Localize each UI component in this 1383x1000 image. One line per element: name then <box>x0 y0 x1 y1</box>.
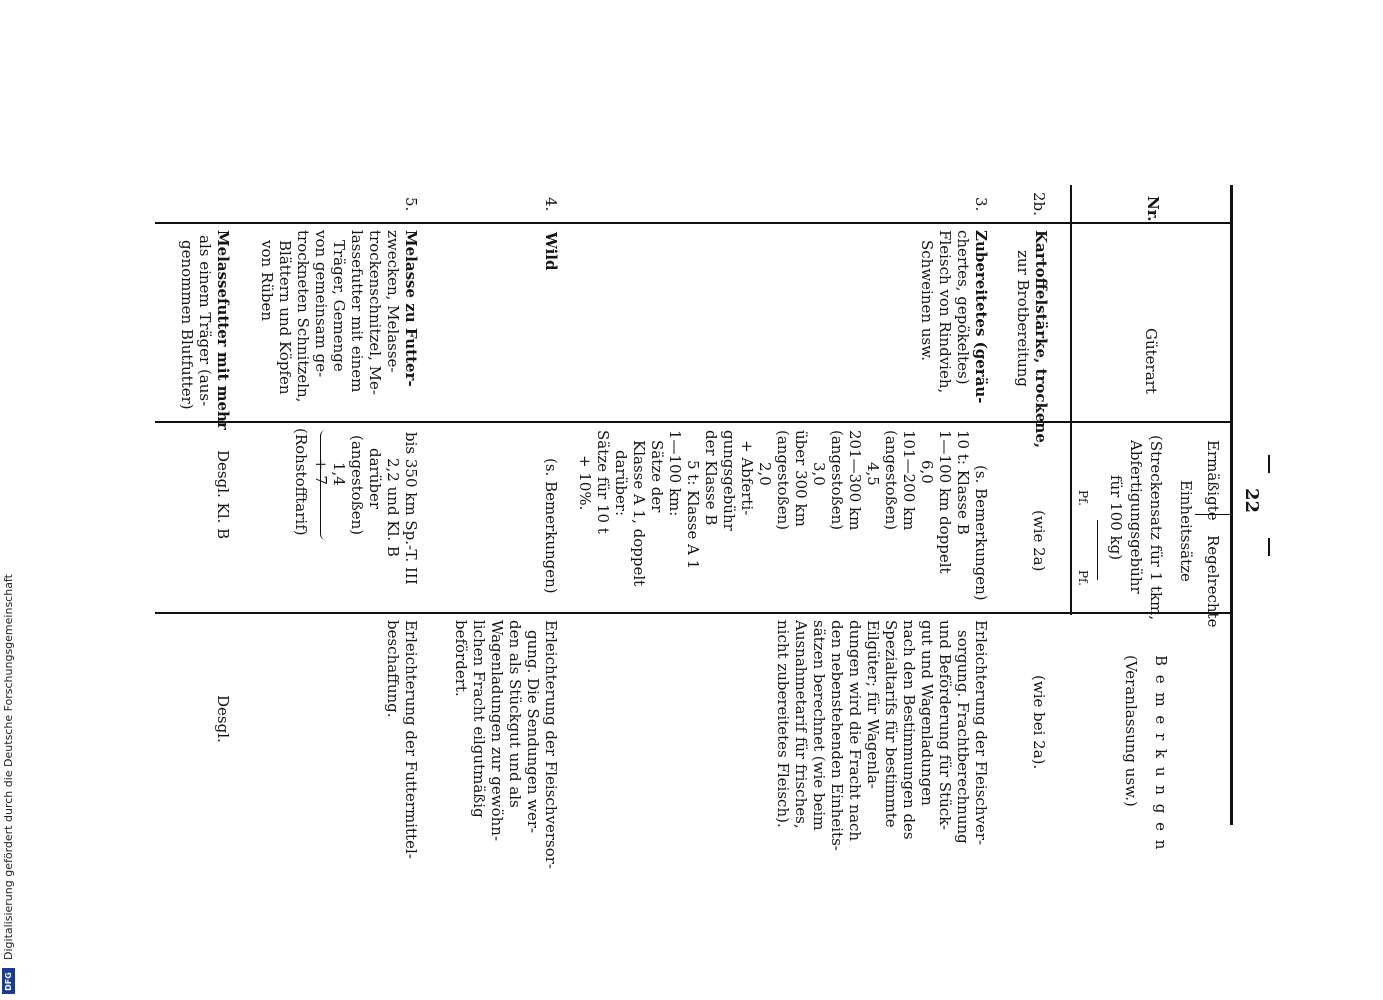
row-3-saetze-9: (angestoßen) <box>828 430 846 531</box>
row-3-saetze-12: (angestoßen) <box>774 430 792 531</box>
row-3-saetze-16: der Klasse B <box>702 430 720 526</box>
row-5-gueterart-5: Träger, Gemenge <box>330 240 348 372</box>
row-2b-nr: 2b. <box>1030 192 1048 216</box>
row-5-gueterart-4: lassefutter mit einem <box>348 230 366 393</box>
header-abfertigung: Abfertigungsgebühr <box>1127 440 1145 594</box>
row-5-saetze-7: (Rohstofftarif) <box>292 428 310 536</box>
row-3-bem-8: dungen wird die Fracht nach <box>846 620 864 842</box>
header-regelrechte: Regelrechte <box>1204 535 1222 628</box>
row-5b-bem: Desgl. <box>214 695 232 743</box>
row-3-saetze-7: 4,5 <box>864 462 882 486</box>
row-2b-bemerkungen: (wie bei 2a). <box>1030 675 1048 770</box>
row-3-saetze-1: (s. Bemerkungen) <box>972 465 990 601</box>
row-3-saetze-21: + 10%. <box>576 455 594 511</box>
row-3-bem-12: nicht zubereitetes Fleisch). <box>774 620 792 828</box>
row-4-nr: 4. <box>542 197 560 212</box>
row-3-bem-6: Spezialtarifs für bestimmte <box>882 620 900 828</box>
header-fuer100: für 100 kg) <box>1107 475 1125 561</box>
page-number-dash-top <box>1268 455 1270 473</box>
header-gueterart: Güterart <box>1142 328 1160 394</box>
row-3-saetze-6: (angestoßen) <box>882 430 900 531</box>
table-rule-gueterart-saetze <box>155 421 1232 423</box>
row-5-bem-1: Erleichterung der Futtermittel- <box>402 620 420 859</box>
row-5b-gueterart-2: als einem Träger (aus- <box>196 235 214 407</box>
row-4-bem-4: Wagenladungen zur gewöhn- <box>488 620 506 842</box>
dfg-logo-text: DFG <box>4 971 14 991</box>
row-2b-gueterart-1: Kartoffelstärke, trockene, <box>1032 230 1050 449</box>
row-3-saetze-14: + Abferti- <box>738 440 756 516</box>
row-5-saetze-6: + 7 <box>312 458 330 485</box>
row-3-bem-5: nach den Bestimmungen des <box>900 620 918 840</box>
row-3-gueterart-4: Schweinen usw. <box>918 240 936 362</box>
row-3-saetze-5: 101—200 km <box>900 430 918 531</box>
page-number: 22 <box>1241 488 1262 514</box>
table-rule-header <box>1070 185 1072 615</box>
row-5-gueterart-8: Blättern und Köpfen <box>276 240 294 395</box>
row-3-bem-2: sorgung. Frachtberechnung <box>954 630 972 844</box>
row-3-saetze-8: 201—300 km <box>846 430 864 531</box>
row-5-saetze-4: (angestoßen) <box>348 435 366 536</box>
row-5b-saetze: Desgl. Kl. B <box>214 450 232 540</box>
row-5-nr: 5. <box>402 197 420 212</box>
table-rule-nr-gueterart <box>155 222 1232 224</box>
row-3-gueterart-1: Zubereitetes (geräu- <box>972 230 990 404</box>
row-3-bem-10: sätzen berechnet (wie beim <box>810 620 828 831</box>
row-5-gueterart-6: von gemeinsam ge- <box>312 230 330 378</box>
row-3-bem-1: Erleichterung der Fleischver- <box>972 620 990 846</box>
header-sub-rule <box>1097 520 1098 580</box>
header-pf-2: Pf. <box>1076 570 1090 586</box>
row-4-bem-1: Erleichterung der Fleischversor- <box>542 620 560 869</box>
row-3-nr: 3. <box>972 197 990 212</box>
row-5b-gueterart-1: Melassefutter mit mehr <box>214 230 232 430</box>
row-5-brace <box>320 430 331 540</box>
row-3-saetze-20: Sätze für 10 t <box>594 430 612 534</box>
header-streckensatz: (Streckensatz für 1 tkm, <box>1147 435 1165 621</box>
row-3-saetze-18: Klasse A 1, doppelt <box>630 440 648 587</box>
row-2b-gueterart-2: zur Brotbereitung <box>1014 250 1032 388</box>
row-5-gueterart-1: Melasse zu Futter- <box>402 230 420 387</box>
row-3-saetze-2: 10 t: Klasse B <box>954 430 972 535</box>
header-veranlassung: (Veranlassung usw.) <box>1122 655 1140 807</box>
header-bemerkungen: B e m e r k u n g e n <box>1152 655 1170 852</box>
row-3-bem-11: Ausnahmetarif für frisches, <box>792 620 810 829</box>
row-3-saetze-4: 6,0 <box>918 460 936 484</box>
row-5-gueterart-2: zwecken, Melasse- <box>384 230 402 373</box>
row-5-gueterart-7: trockneten Schnitzeln, <box>294 230 312 403</box>
dfg-logo <box>2 968 15 994</box>
row-3-bem-3: und Beförderung für Stück- <box>936 620 954 831</box>
row-4-bem-2: gung. Die Sendungen wer- <box>524 630 542 834</box>
row-5-saetze-5: 1,4 <box>330 462 348 486</box>
row-4-bem-6: befördert. <box>452 620 470 697</box>
row-3-gueterart-2: chertes, gepökeltes) <box>954 230 972 385</box>
row-3-bem-4: gut und Wagenladungen <box>918 620 936 806</box>
row-4-gueterart: Wild <box>542 232 560 271</box>
row-5-saetze-3: darüber <box>366 448 384 510</box>
row-5-saetze-1: bis 350 km Sp.-T. III <box>402 432 420 585</box>
row-3-saetze-17: 5 t: Klasse A 1 <box>684 460 702 570</box>
row-4-saetze: (s. Bemerkungen) <box>542 458 560 594</box>
row-4-bem-5: lichen Fracht eilgutmäßig <box>470 620 488 818</box>
page-number-dash-bottom <box>1268 538 1270 556</box>
row-5-gueterart-3: trockenschnitzel, Me- <box>366 230 384 395</box>
row-3-saetze-3: 1—100 km doppelt <box>936 430 954 574</box>
table-rule-top <box>1230 185 1233 825</box>
row-3-gueterart-3: Fleisch von Rindvieh, <box>936 230 954 394</box>
row-3-saetze-extra-2: Sätze der <box>648 440 666 513</box>
row-3-saetze-19: darüber: <box>612 450 630 517</box>
row-4-bem-3: den als Stückgut und als <box>506 620 524 808</box>
row-3-saetze-13: 2,0 <box>756 462 774 486</box>
row-3-saetze-11: über 300 km <box>792 430 810 527</box>
row-3-bem-9: den nebenstehenden Einheits- <box>828 620 846 851</box>
row-5-gueterart-9: von Rüben <box>258 240 276 322</box>
row-3-saetze-10: 3,0 <box>810 462 828 486</box>
row-5b-gueterart-3: genommen Blutfutter) <box>178 240 196 410</box>
header-pf-1: Pf. <box>1076 490 1090 506</box>
header-nr: Nr. <box>1144 196 1162 222</box>
row-3-saetze-15: gungsgebühr <box>720 430 738 531</box>
header-ermaessigte: Ermäßigte <box>1204 440 1222 521</box>
row-5-saetze-2: 2,2 und Kl. B <box>384 458 402 557</box>
digitisation-note: Digitalisierung gefördert durch die Deutsche Forschungsgemeinschaft <box>2 574 15 960</box>
row-3-bem-7: Eilgüter; für Wagenla- <box>864 620 882 789</box>
row-3-saetze-extra-1: 1—100 km: <box>666 430 684 517</box>
table-rule-saetze-bemerkungen <box>155 612 1232 614</box>
row-2b-saetze: (wie 2a) <box>1030 510 1048 572</box>
row-5-bem-2: beschaffung. <box>384 620 402 718</box>
header-einheitssaetze: Einheitssätze <box>1177 480 1195 582</box>
